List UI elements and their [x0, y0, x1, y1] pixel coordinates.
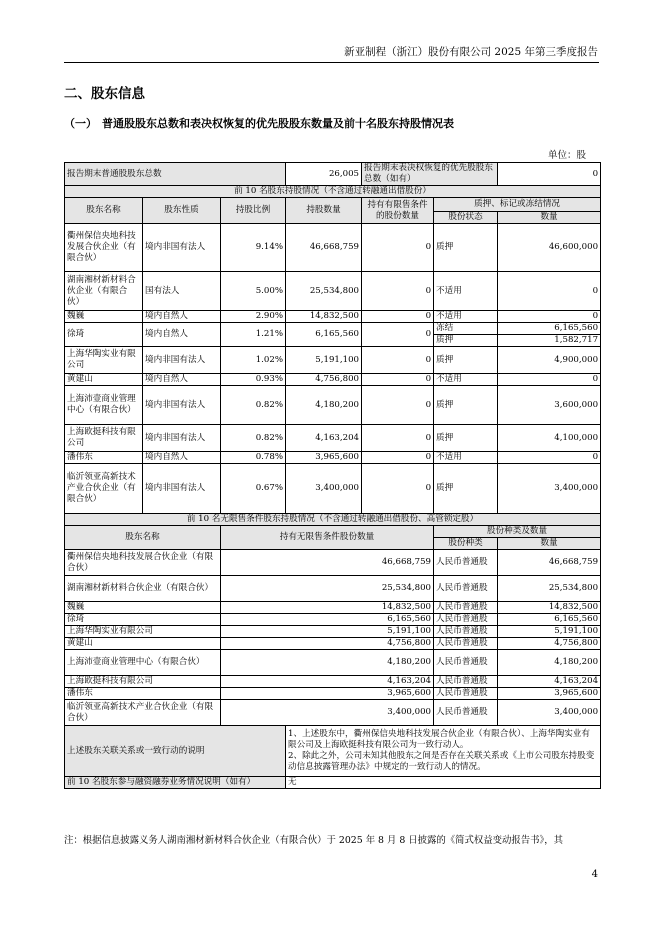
- share-status: 不适用: [434, 272, 498, 311]
- relations-label: 上述股东关联关系或一致行动的说明: [65, 726, 286, 777]
- share-count: 0: [498, 272, 601, 311]
- share-status: 不适用: [434, 452, 498, 464]
- relations-text-1: 1、上述股东中，衢州保信央地科技发展合伙企业（有限合伙）、上海华陶实业有限公司及上海欧挺科技有限公司为一致行动人。: [288, 729, 590, 750]
- subsection-text: 普通股股东总数和表决权恢复的优先股股东数量及前十名股东持股情况表: [102, 117, 454, 130]
- shareholder-nature: 境内自然人: [143, 311, 221, 323]
- u-share-count: 46,668,759: [498, 550, 601, 576]
- table-row: [65, 452, 601, 464]
- holding-qty: 4,180,200: [286, 386, 362, 425]
- col-header-count: 数量: [498, 212, 601, 224]
- table-row: [65, 614, 601, 626]
- u-holding-qty: 4,756,800: [221, 638, 434, 650]
- u-shareholder-name: 上海华陶实业有限公司: [65, 626, 221, 638]
- page-number: 4: [591, 869, 598, 880]
- restricted-qty: 0: [362, 452, 434, 464]
- total-shareholders-label: 报告期末普通股股东总数: [65, 163, 286, 186]
- restricted-qty: 0: [362, 425, 434, 452]
- u-col-header-qty: 持有无限售条件股份数量: [221, 526, 434, 550]
- shareholder-nature: 境内非国有法人: [143, 464, 221, 514]
- table-row: [65, 602, 601, 614]
- u-shareholder-name: 湖南湘材新材料合伙企业（有限合伙）: [65, 576, 221, 602]
- holding-qty: 4,756,800: [286, 374, 362, 386]
- u-holding-qty: 6,165,560: [221, 614, 434, 626]
- holding-qty: 14,832,500: [286, 311, 362, 323]
- shareholder-name: 黄建山: [65, 374, 143, 386]
- table-row: [65, 425, 601, 452]
- u-share-count: 4,756,800: [498, 638, 601, 650]
- subsection-title: [64, 115, 454, 131]
- table-row: [65, 650, 601, 676]
- col-header-qty: 持股数量: [286, 198, 362, 224]
- share-status: 质押: [434, 386, 498, 425]
- table-row: [65, 323, 601, 335]
- u-share-count: 14,832,500: [498, 602, 601, 614]
- holding-ratio: 0.93%: [221, 374, 286, 386]
- header-divider: [64, 62, 599, 63]
- share-status: 质押: [434, 425, 498, 452]
- preferred-shareholders-value: 0: [498, 163, 601, 186]
- footnote: 注：根据信息披露义务人湖南湘材新材料合伙企业（有限合伙）于 2025 年 8 月 8 日披露的《简式权益变动报告书》，其: [64, 835, 563, 846]
- holding-ratio: 1.02%: [221, 347, 286, 374]
- table-row: [65, 272, 601, 311]
- table-row: [65, 347, 601, 374]
- restricted-qty: 0: [362, 272, 434, 311]
- section-title: 二、股东信息: [64, 86, 145, 102]
- holding-qty: 3,965,600: [286, 452, 362, 464]
- total-shareholders-value: 26,005: [286, 163, 362, 186]
- financing-row: [65, 777, 601, 789]
- shareholder-name: 衢州保信央地科技发展合伙企业（有限合伙）: [65, 224, 143, 272]
- u-share-count: 3,400,000: [498, 700, 601, 726]
- u-share-type: 人民币普通股: [434, 638, 498, 650]
- u-share-type: 人民币普通股: [434, 688, 498, 700]
- u-share-type: 人民币普通股: [434, 676, 498, 688]
- share-count: 0: [498, 452, 601, 464]
- shareholder-name: 魏巍: [65, 311, 143, 323]
- u-shareholder-name: 衢州保信央地科技发展合伙企业（有限合伙）: [65, 550, 221, 576]
- col-header-nature: 股东性质: [143, 198, 221, 224]
- shareholder-nature: 境内非国有法人: [143, 224, 221, 272]
- u-share-type: 人民币普通股: [434, 576, 498, 602]
- u-shareholder-name: 潘伟东: [65, 688, 221, 700]
- table-row: [65, 550, 601, 576]
- u-holding-qty: 25,534,800: [221, 576, 434, 602]
- shareholder-name: 临沂领亚高新技术产业合伙企业（有限合伙）: [65, 464, 143, 514]
- u-share-type: 人民币普通股: [434, 614, 498, 626]
- holding-qty: 3,400,000: [286, 464, 362, 514]
- u-share-count: 5,191,100: [498, 626, 601, 638]
- relations-row: [65, 726, 601, 777]
- table-row: [65, 311, 601, 323]
- table-row: [65, 224, 601, 272]
- shareholder-name: 上海华陶实业有限公司: [65, 347, 143, 374]
- table-row: [65, 626, 601, 638]
- share-status: 冻结: [434, 323, 498, 335]
- holding-ratio: 5.00%: [221, 272, 286, 311]
- preferred-shareholders-label: 报告期末表决权恢复的优先股股东总数（如有）: [362, 163, 498, 186]
- holding-qty: 4,163,204: [286, 425, 362, 452]
- u-share-type: 人民币普通股: [434, 700, 498, 726]
- u-share-type: 人民币普通股: [434, 550, 498, 576]
- shareholder-nature: 国有法人: [143, 272, 221, 311]
- holding-qty: 46,668,759: [286, 224, 362, 272]
- table-row: [65, 700, 601, 726]
- u-share-count: 4,163,204: [498, 676, 601, 688]
- holding-qty: 25,534,800: [286, 272, 362, 311]
- u-shareholder-name: 徐琦: [65, 614, 221, 626]
- restricted-qty: 0: [362, 374, 434, 386]
- table-row: [65, 576, 601, 602]
- share-count: 3,400,000: [498, 464, 601, 514]
- share-status: 质押: [434, 464, 498, 514]
- col-header-status: 股份状态: [434, 212, 498, 224]
- holding-ratio: 2.90%: [221, 311, 286, 323]
- u-shareholder-name: 上海沛壹商业管理中心（有限合伙）: [65, 650, 221, 676]
- u-shareholder-name: 魏巍: [65, 602, 221, 614]
- share-status: 质押: [434, 224, 498, 272]
- financing-value: 无: [286, 777, 601, 789]
- u-shareholder-name: 上海欧挺科技有限公司: [65, 676, 221, 688]
- holding-qty: 6,165,560: [286, 323, 362, 347]
- holding-ratio: 9.14%: [221, 224, 286, 272]
- shareholder-name: 徐琦: [65, 323, 143, 347]
- shareholder-table: [64, 162, 601, 789]
- u-holding-qty: 4,180,200: [221, 650, 434, 676]
- table-row: [65, 386, 601, 425]
- u-holding-qty: 14,832,500: [221, 602, 434, 614]
- relations-text: [286, 726, 601, 777]
- share-status: 不适用: [434, 374, 498, 386]
- unit-label: 单位：股: [547, 150, 586, 161]
- restricted-qty: 0: [362, 323, 434, 347]
- u-holding-qty: 4,163,204: [221, 676, 434, 688]
- u-share-type: 人民币普通股: [434, 650, 498, 676]
- report-header-title: 新亚制程（浙江）股份有限公司 2025 年第三季度报告: [344, 46, 598, 58]
- u-col-header-type-group: 股份种类及数量: [434, 526, 601, 538]
- shareholder-name: 湖南湘材新材料合伙企业（有限合伙）: [65, 272, 143, 311]
- shareholder-nature: 境内非国有法人: [143, 347, 221, 374]
- unrestricted-title: 前 10 名无限售条件股东持股情况（不含通过转融通出借股份、高管锁定股）: [65, 514, 601, 526]
- u-holding-qty: 46,668,759: [221, 550, 434, 576]
- holding-qty: 5,191,100: [286, 347, 362, 374]
- share-status: 质押: [434, 335, 498, 347]
- holding-ratio: 0.67%: [221, 464, 286, 514]
- u-share-type: 人民币普通股: [434, 626, 498, 638]
- holding-ratio: 0.82%: [221, 386, 286, 425]
- u-share-type: 人民币普通股: [434, 602, 498, 614]
- u-share-count: 3,965,600: [498, 688, 601, 700]
- col-header-restricted: 持有有限售条件的股份数量: [362, 198, 434, 224]
- u-holding-qty: 3,400,000: [221, 700, 434, 726]
- col-header-ratio: 持股比例: [221, 198, 286, 224]
- relations-text-2: 2、除此之外，公司未知其他股东之间是否存在关联关系或《上市公司股东持股变动信息披露管理办法》中规定的一致行动人的情况。: [288, 751, 595, 772]
- share-status: 质押: [434, 347, 498, 374]
- holding-ratio: 1.21%: [221, 323, 286, 347]
- share-count: 4,900,000: [498, 347, 601, 374]
- col-header-pledge: 质押、标记或冻结情况: [434, 198, 601, 212]
- u-share-count: 25,534,800: [498, 576, 601, 602]
- u-holding-qty: 3,965,600: [221, 688, 434, 700]
- holding-ratio: 0.78%: [221, 452, 286, 464]
- share-count: 46,600,000: [498, 224, 601, 272]
- shareholder-name: 上海沛壹商业管理中心（有限合伙）: [65, 386, 143, 425]
- shareholder-nature: 境内非国有法人: [143, 425, 221, 452]
- table-row: [65, 688, 601, 700]
- u-col-header-count: 数量: [498, 538, 601, 550]
- financing-label: 前 10 名股东参与融资融券业务情况说明（如有）: [65, 777, 286, 789]
- u-col-header-name: 股东名称: [65, 526, 221, 550]
- share-count: 1,582,717: [498, 335, 601, 347]
- share-count: 3,600,000: [498, 386, 601, 425]
- share-count: 0: [498, 311, 601, 323]
- summary-row: [65, 163, 601, 186]
- share-count: 4,100,000: [498, 425, 601, 452]
- u-shareholder-name: 黄建山: [65, 638, 221, 650]
- table-row: [65, 464, 601, 514]
- restricted-qty: 0: [362, 224, 434, 272]
- share-status: 不适用: [434, 311, 498, 323]
- shareholder-name: 上海欧挺科技有限公司: [65, 425, 143, 452]
- top10-title: 前 10 名股东持股情况（不含通过转融通出借股份）: [65, 186, 601, 198]
- u-share-count: 4,180,200: [498, 650, 601, 676]
- u-share-count: 6,165,560: [498, 614, 601, 626]
- restricted-qty: 0: [362, 347, 434, 374]
- shareholder-name: 潘伟东: [65, 452, 143, 464]
- u-holding-qty: 5,191,100: [221, 626, 434, 638]
- table-row: [65, 374, 601, 386]
- share-count: 0: [498, 374, 601, 386]
- holding-ratio: 0.82%: [221, 425, 286, 452]
- restricted-qty: 0: [362, 311, 434, 323]
- shareholder-nature: 境内自然人: [143, 452, 221, 464]
- shareholder-nature: 境内非国有法人: [143, 386, 221, 425]
- u-shareholder-name: 临沂领亚高新技术产业合伙企业（有限合伙）: [65, 700, 221, 726]
- u-col-header-type: 股份种类: [434, 538, 498, 550]
- share-count: 6,165,560: [498, 323, 601, 335]
- table-row: [65, 676, 601, 688]
- shareholder-nature: 境内自然人: [143, 323, 221, 347]
- table-row: [65, 638, 601, 650]
- subsection-number: （一）: [64, 117, 97, 130]
- restricted-qty: 0: [362, 386, 434, 425]
- col-header-name: 股东名称: [65, 198, 143, 224]
- shareholder-nature: 境内自然人: [143, 374, 221, 386]
- restricted-qty: 0: [362, 464, 434, 514]
